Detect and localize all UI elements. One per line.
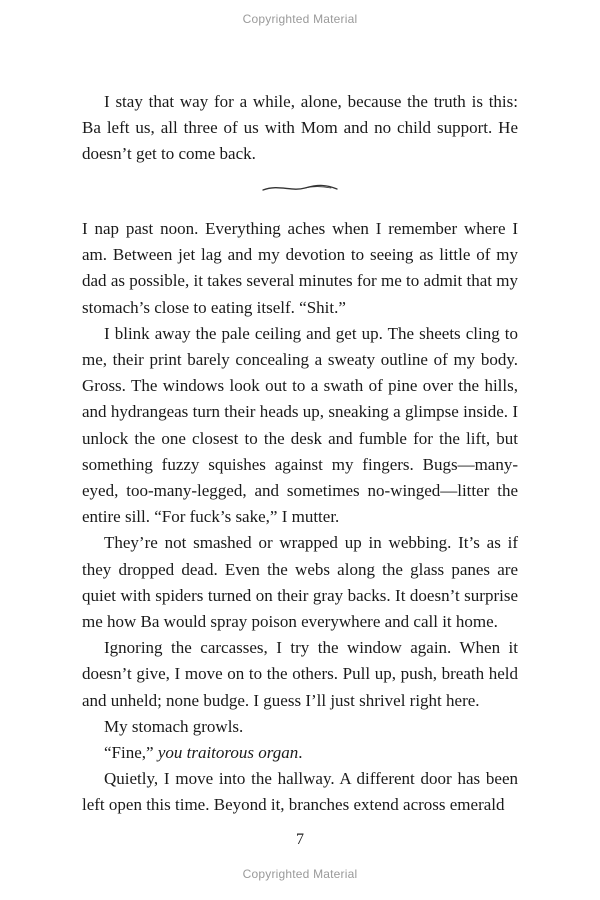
paragraph: Quietly, I move into the hallway. A different door has been left open this time. Beyond it, branches extend across emerald (82, 769, 518, 815)
paragraph: I blink away the pale ceiling and get up. The sheets cling to me, their print barely concealing a sweaty outline of my body. Gross. The windows look out to a swath of pine over the hills, and hydrangeas turn their heads up, sneaking a glimpse inside. I unlock the one closest to the desk and fumble for the lift, but something fuzzy squishes against my fingers. Bugs—many-eyed, too-many-legged, and sometimes no-winged—litter the entire sill. “For fuck’s sake,” I mutter. (82, 323, 518, 527)
section-one (82, 89, 518, 168)
paragraph (82, 740, 518, 766)
paragraph: I stay that way for a while, alone, because the truth is this: Ba left us, all three of us with Mom and no child support. He doesn’t get to come back. (82, 92, 518, 164)
page-number: 7 (296, 831, 304, 848)
italic-phrase: you traitorous organ (157, 743, 299, 763)
dialogue-quote: “Fine,” (104, 743, 154, 763)
section-two (82, 216, 518, 819)
copyright-watermark-top: Copyrighted Material (242, 12, 358, 26)
swash-divider-icon (261, 182, 339, 194)
paragraph: They’re not smashed or wrapped up in webbing. It’s as if they dropped dead. Even the webs along the glass panes are quiet with spiders turned on their gray backs. It doesn’t surprise me how Ba would spray poison everywhere and call it home. (82, 533, 518, 632)
copyright-watermark-bottom: Copyrighted Material (242, 867, 358, 881)
paragraph: My stomach growls. (104, 716, 244, 736)
period: . (298, 743, 303, 763)
paragraph: I nap past noon. Everything aches when I remember where I am. Between jet lag and my devotion to seeing as little of my dad as possible, it takes several minutes for me to admit that my stomach’s close to eating itself. “Shit.” (82, 219, 518, 317)
paragraph: Ignoring the carcasses, I try the window again. When it doesn’t give, I move on to the others. Pull up, push, breath held and unheld; none budge. I guess I’ll just shrivel right here. (82, 638, 518, 710)
